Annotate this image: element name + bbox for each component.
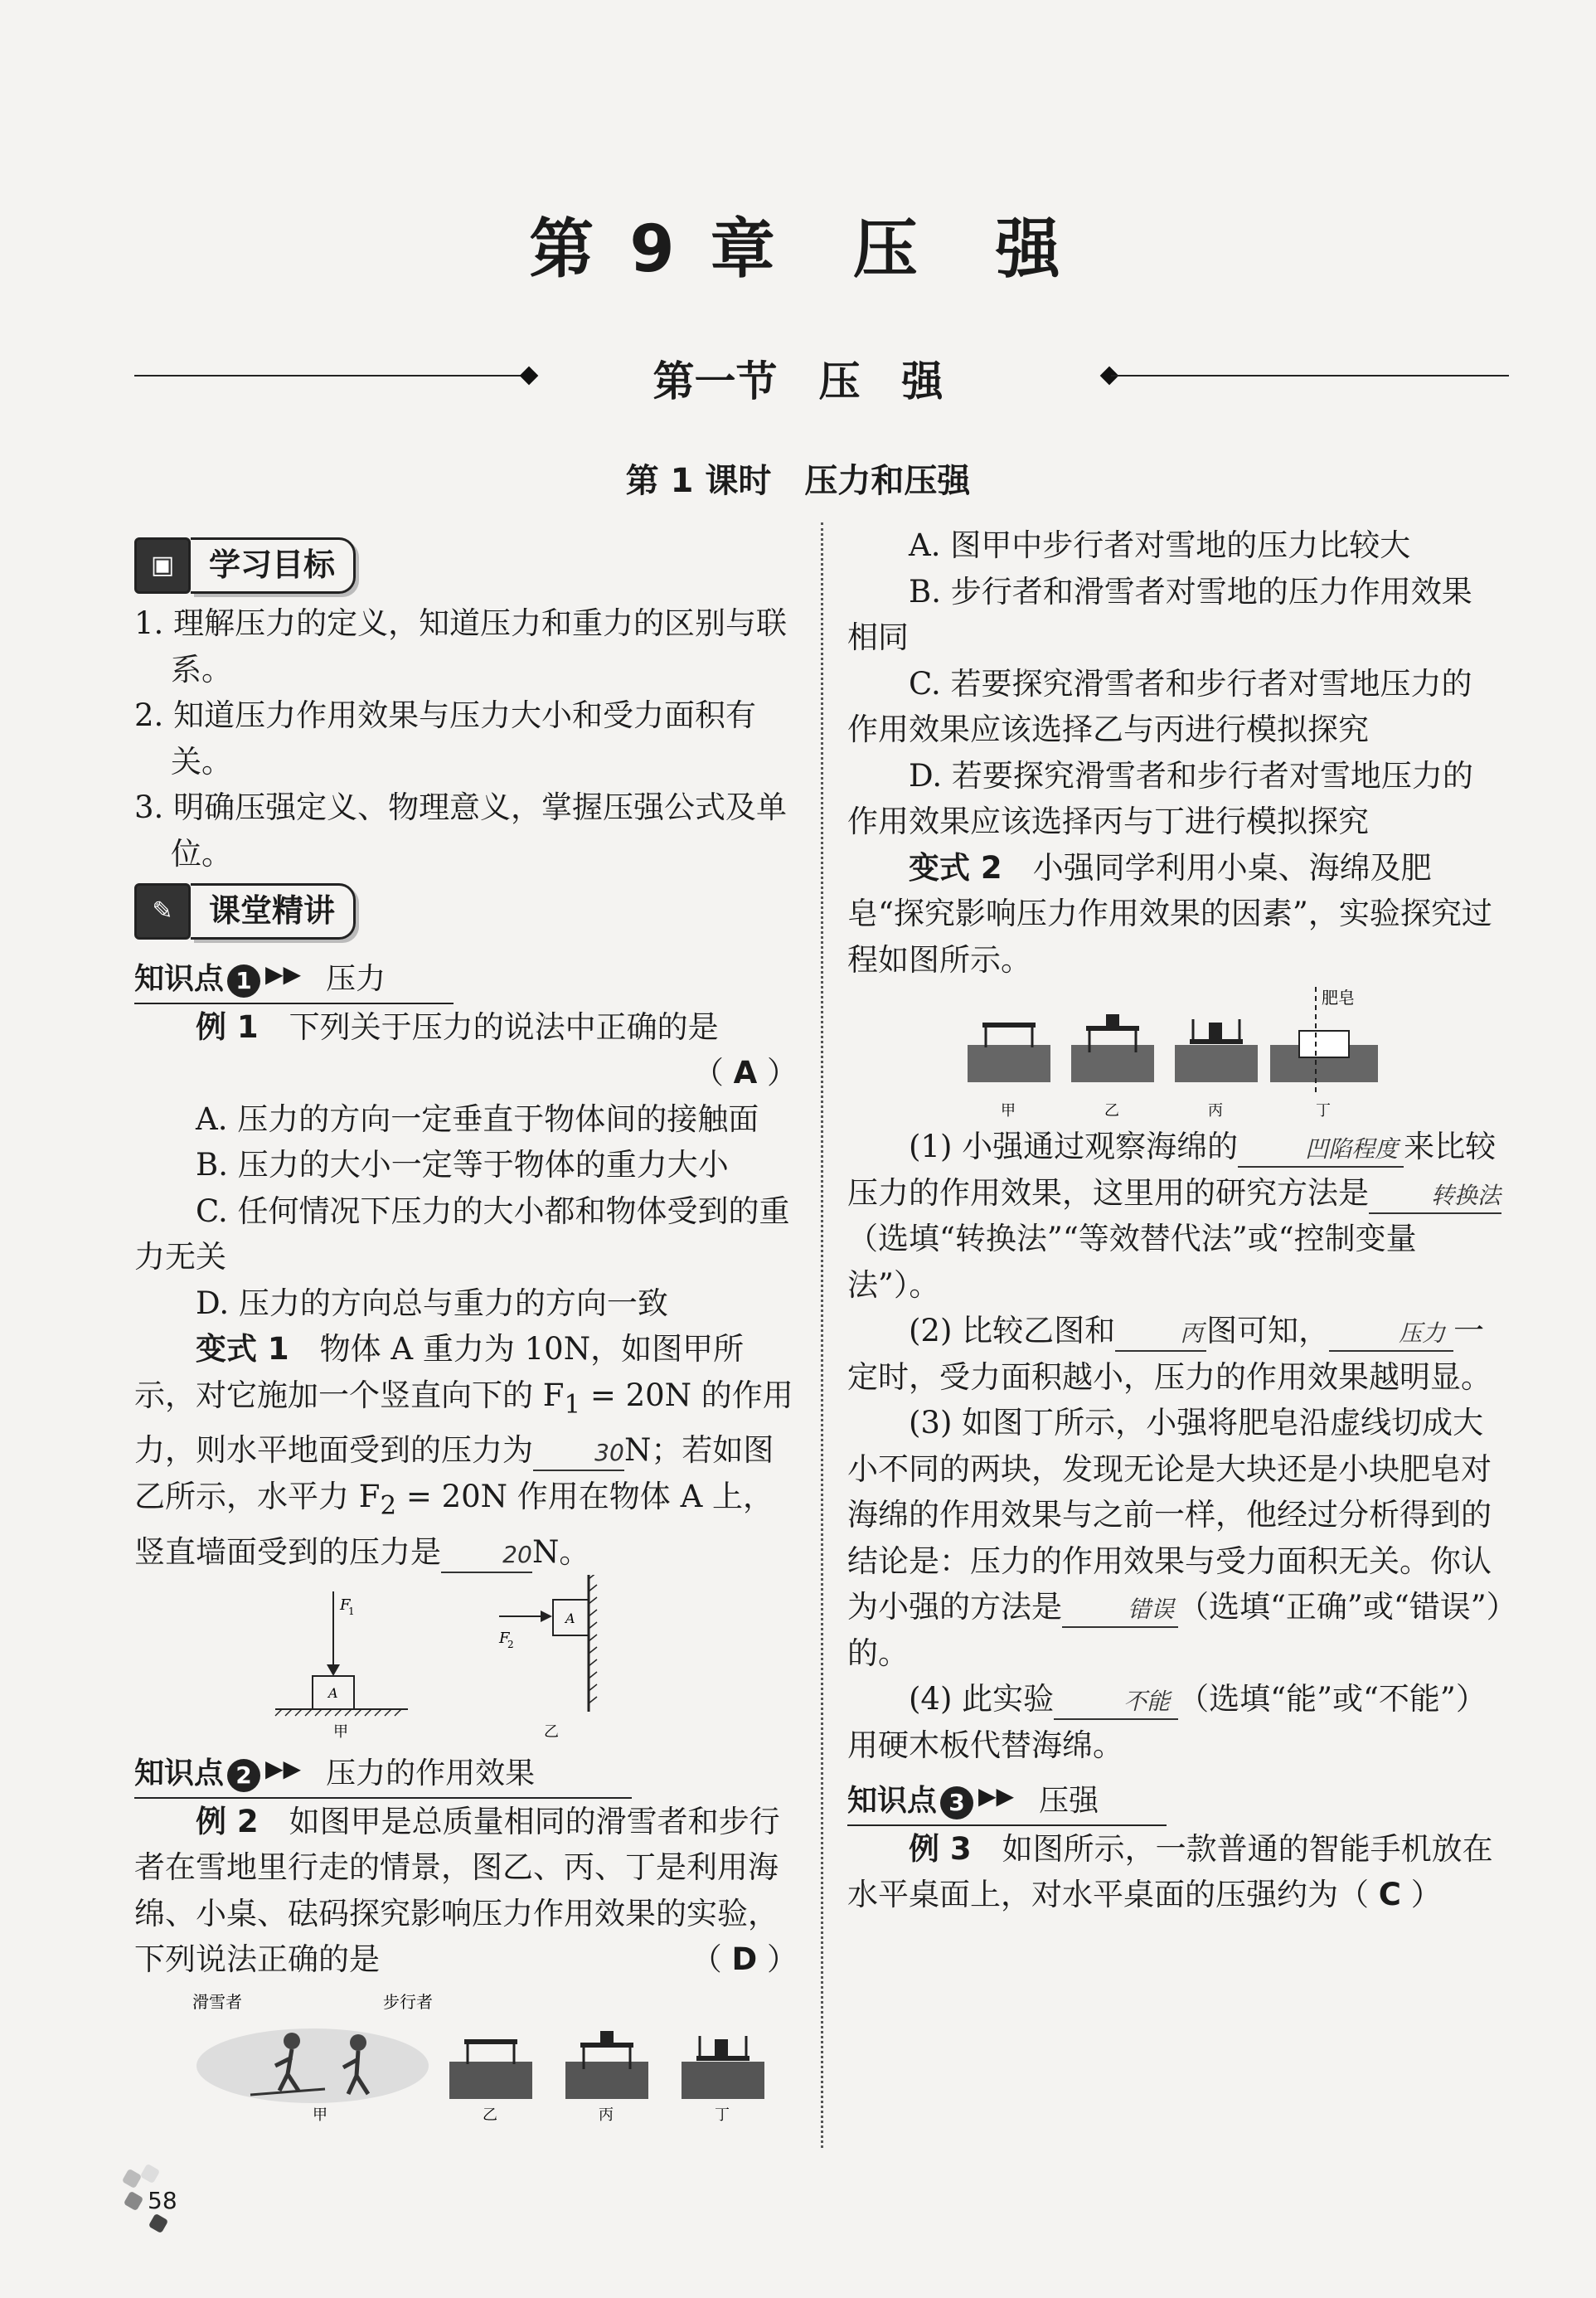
kp-number: 1 bbox=[227, 964, 260, 998]
chapter-title: 第 9 章 压 强 bbox=[529, 212, 1067, 287]
sponge-c bbox=[1175, 1019, 1258, 1082]
double-arrow-icon: ▶▶ bbox=[265, 1755, 302, 1783]
svg-text:肥皂: 肥皂 bbox=[1322, 988, 1355, 1008]
kp-title: 压力的作用效果 bbox=[326, 1756, 536, 1791]
sponge-a bbox=[968, 1023, 1050, 1082]
sponge-d-soap bbox=[1270, 987, 1378, 1095]
svg-text:丙: 丙 bbox=[1208, 1102, 1223, 1120]
answer-blank: 压力 bbox=[1329, 1317, 1453, 1352]
pencil-icon: ✎ bbox=[134, 883, 191, 940]
goal-3: 3. 明确压强定义、物理意义，掌握压强公式及单位。 bbox=[134, 789, 788, 872]
knowledge-point-2 bbox=[134, 1746, 632, 1799]
sponge-b bbox=[1071, 1014, 1154, 1082]
class-tag bbox=[134, 883, 356, 940]
svg-text:A: A bbox=[565, 1611, 575, 1627]
kp-title: 压力 bbox=[326, 962, 386, 996]
hex-decoration bbox=[122, 2169, 143, 2189]
goal-1: 1. 理解压力的定义，知道压力和重力的区别与联系。 bbox=[134, 605, 788, 687]
answer-blank: 转换法 bbox=[1369, 1179, 1501, 1214]
right-rule bbox=[1111, 375, 1509, 377]
variant-1: 变式 1 物体 A 重力为 10N，如图甲所示，对它施加一个竖直向下的 $F_1 = 20N$ 的作用力，则水平地面受到的压力为 30N；若如图乙所示，水平力 $F_2 = 20N$ 作用在物体 A 上，竖直墙面受到的压力是 20N。 bbox=[134, 1326, 798, 1575]
svg-text:乙: 乙 bbox=[1104, 1102, 1119, 1120]
svg-text:甲: 甲 bbox=[1001, 1102, 1016, 1120]
svg-text:乙: 乙 bbox=[544, 1723, 559, 1742]
answer-blank: 不能 bbox=[1054, 1685, 1178, 1720]
question-2: (2) 比较乙图和 丙 图可知， 压力 一定时，受力面积越小，压力的作用效果越明显。 bbox=[847, 1313, 1492, 1395]
knowledge-point-1 bbox=[134, 951, 454, 1004]
ex2-option-a: A. 图甲中步行者对雪地的压力比较大 bbox=[909, 527, 1411, 563]
class-tag-label: 课堂精讲 bbox=[191, 883, 356, 940]
right-column bbox=[847, 522, 1502, 1918]
column-divider bbox=[821, 522, 823, 2148]
force-diagram bbox=[134, 1575, 798, 1741]
kp-title: 压强 bbox=[1039, 1784, 1099, 1818]
question-1: (1) 小强通过观察海绵的 凹陷程度 来比较压力的作用效果，这里用的研究方法是 转换法（选填“转换法”“等效替代法”或“控制变量法”）。 bbox=[847, 1129, 1501, 1303]
answer-blank: 丙 bbox=[1115, 1317, 1206, 1352]
snow-experiment-figure bbox=[134, 1983, 798, 2124]
answer-blank: 错误 bbox=[1062, 1593, 1178, 1628]
kp-label: 知识点 bbox=[134, 1756, 225, 1791]
ex2-option-c: C. 若要探究滑雪者和步行者对雪地压力的作用效果应该选择乙与丙进行模拟探究 bbox=[847, 665, 1472, 747]
soap-experiment-figure bbox=[847, 983, 1502, 1124]
svg-text:F: F bbox=[499, 1630, 510, 1648]
variant-2: 变式 2 小强同学利用小桌、海绵及肥皂“探究影响压力作用效果的因素”，实验探究过程如图所示。 bbox=[847, 849, 1492, 978]
page-number: 58 bbox=[148, 2187, 177, 2214]
svg-text:步行者: 步行者 bbox=[383, 1991, 433, 2012]
kp-number: 3 bbox=[940, 1786, 973, 1819]
ex1-option-c: C. 任何情况下压力的大小都和物体受到的重力无关 bbox=[134, 1193, 790, 1275]
svg-text:A: A bbox=[328, 1685, 338, 1702]
diagram-a bbox=[275, 1591, 408, 1741]
goals-tag-label: 学习目标 bbox=[191, 537, 356, 594]
diagram-b bbox=[498, 1575, 597, 1741]
sponge-table-b bbox=[449, 2039, 532, 2099]
ex1-option-d: D. 压力的方向总与重力的方向一致 bbox=[196, 1285, 668, 1321]
question-3: (3) 如图丁所示，小强将肥皂沿虚线切成大小不同的两块，发现无论是大块还是小块肥皂对海绵的作用效果与之前一样，他经过分析得到的结论是：压力的作用效果与受力面积无关。你认为小强的方法是 错误 （选填“正确”或“错误”）的。 bbox=[847, 1405, 1502, 1671]
lesson-title: 第 1 课时 压力和压强 bbox=[625, 462, 971, 500]
svg-text:乙: 乙 bbox=[483, 2106, 497, 2124]
double-arrow-icon: ▶▶ bbox=[978, 1782, 1015, 1810]
example-1-answer: （ A ） bbox=[692, 1055, 798, 1091]
example-1: 例 1 下列关于压力的说法中正确的是 bbox=[196, 1008, 719, 1045]
svg-text:丁: 丁 bbox=[1316, 1102, 1331, 1120]
question-4: (4) 此实验 不能 （选填“能”或“不能”）用硬木板代替海绵。 bbox=[847, 1681, 1487, 1763]
answer-blank: 20 bbox=[441, 1538, 532, 1573]
answer-blank: 凹陷程度 bbox=[1238, 1133, 1404, 1168]
sponge-table-c bbox=[565, 2031, 648, 2099]
svg-text:甲: 甲 bbox=[333, 1723, 348, 1742]
knowledge-point-3 bbox=[847, 1773, 1167, 1826]
sponge-table-d bbox=[682, 2036, 764, 2099]
kp-number: 2 bbox=[227, 1759, 260, 1792]
section-title: 第一节 压 强 bbox=[652, 357, 944, 406]
left-column bbox=[134, 531, 798, 2124]
hex-decoration bbox=[140, 2164, 161, 2184]
ex2-option-d: D. 若要探究滑雪者和步行者对雪地压力的作用效果应该选择丙与丁进行模拟探究 bbox=[847, 757, 1473, 839]
svg-text:1: 1 bbox=[348, 1606, 355, 1618]
svg-text:F: F bbox=[340, 1596, 351, 1615]
kp-label: 知识点 bbox=[847, 1784, 938, 1818]
svg-text:滑雪者: 滑雪者 bbox=[192, 1991, 242, 2012]
svg-text:2: 2 bbox=[507, 1639, 514, 1651]
study-icon: ▣ bbox=[134, 537, 191, 594]
answer-blank: 30 bbox=[533, 1436, 624, 1471]
double-arrow-icon: ▶▶ bbox=[265, 960, 302, 988]
example-3: 例 3 如图所示，一款普通的智能手机放在水平桌面上，对水平桌面的压强约为（ C ） bbox=[847, 1830, 1493, 1912]
svg-text:丙: 丙 bbox=[599, 2106, 614, 2124]
kp-label: 知识点 bbox=[134, 962, 225, 996]
goal-2: 2. 知道压力作用效果与压力大小和受力面积有关。 bbox=[134, 697, 757, 780]
example-2: 例 2 如图甲是总质量相同的滑雪者和步行者在雪地里行走的情景，图乙、丙、丁是利用海绵、小桌、砝码探究影响压力作用效果的实验，下列说法正确的是 （ D ） bbox=[134, 1803, 798, 1978]
ex2-option-b: B. 步行者和滑雪者对雪地的压力作用效果相同 bbox=[847, 573, 1472, 655]
hex-decoration bbox=[148, 2213, 169, 2234]
ex1-option-b: B. 压力的大小一定等于物体的重力大小 bbox=[196, 1147, 729, 1183]
hex-decoration bbox=[124, 2191, 144, 2212]
goals-tag bbox=[134, 537, 356, 594]
ex1-option-a: A. 压力的方向一定垂直于物体间的接触面 bbox=[196, 1100, 759, 1137]
svg-text:甲: 甲 bbox=[313, 2106, 327, 2124]
svg-text:丁: 丁 bbox=[715, 2106, 730, 2124]
